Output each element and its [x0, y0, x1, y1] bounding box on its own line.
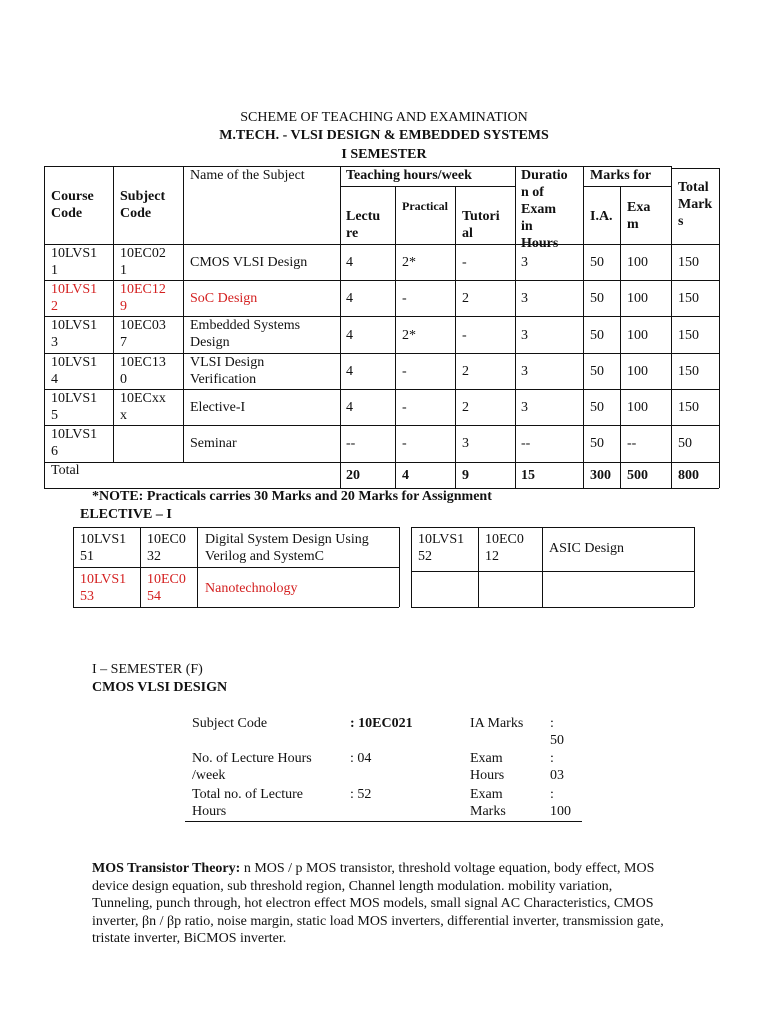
subject-name: Digital System Design Using Verilog and SystemC [205, 532, 369, 564]
exam-marks: 100 [627, 255, 648, 270]
practical-hours: - [402, 364, 407, 379]
practical-hours: - [402, 291, 407, 306]
total-marks: 50 [678, 436, 692, 451]
lecture-hours: 4 [346, 364, 353, 379]
ia-marks-label: IA Marks [470, 716, 524, 731]
practical-hours: - [402, 436, 407, 451]
subject-name: CMOS VLSI Design [190, 255, 308, 270]
lecture-hours: 4 [346, 291, 353, 306]
subject-code: 10EC0 32 [147, 532, 186, 564]
course-code: 10LVS1 4 [51, 355, 98, 387]
total-hours-label: Total no. of Lecture Hours [192, 787, 303, 819]
total-lecture: 20 [346, 468, 360, 483]
subject-code: 10ECxx x [120, 391, 166, 423]
exam-duration: 3 [521, 400, 528, 415]
ia-marks-value: : 50 [550, 716, 564, 748]
ia-marks: 50 [590, 328, 604, 343]
total-marks-sum: 800 [678, 468, 699, 483]
total-duration: 15 [521, 468, 535, 483]
ia-marks: 50 [590, 400, 604, 415]
total-marks: 150 [678, 328, 699, 343]
header-course-code: Course Code [51, 189, 94, 221]
lecture-hours: 4 [346, 400, 353, 415]
exam-marks-value: : 100 [550, 787, 571, 819]
ia-marks: 50 [590, 255, 604, 270]
total-tutorial: 9 [462, 468, 469, 483]
course-code: 10LVS1 51 [80, 532, 127, 564]
ia-marks: 50 [590, 436, 604, 451]
ia-marks: 50 [590, 291, 604, 306]
subject-name: Seminar [190, 436, 237, 451]
tutorial-hours: 2 [462, 364, 469, 379]
subject-code: 10EC12 9 [120, 282, 166, 314]
program-title: M.TECH. - VLSI DESIGN & EMBEDDED SYSTEMS [219, 128, 549, 143]
subject-name: Nanotechnology [205, 581, 298, 596]
course-code: 10LVS1 3 [51, 318, 98, 350]
tutorial-hours: 2 [462, 400, 469, 415]
total-marks: 150 [678, 364, 699, 379]
exam-marks: 100 [627, 400, 648, 415]
header-practical: Practical [402, 199, 448, 213]
exam-duration: -- [521, 436, 531, 451]
total-label: Total [51, 463, 80, 478]
info-divider [185, 821, 582, 822]
syllabus-text: n MOS / p MOS transistor, threshold voltage equation, body effect, MOS device design equation, sub threshold region, Channel length modulation. mobility variation, Tunneling, punch through, hot electron effect MOS models, small signal AC Characteristics, CMOS inverter, βn / βp ratio, noise margin, static load MOS inverters, differential inverter, transmission gate, tristate inverter, BiCMOS inverter. [92, 861, 664, 946]
subject-code: 10EC0 12 [485, 532, 524, 564]
total-practical: 4 [402, 468, 409, 483]
doc-title: SCHEME OF TEACHING AND EXAMINATION [240, 110, 528, 125]
exam-marks: -- [627, 436, 637, 451]
subject-code: 10EC03 7 [120, 318, 166, 350]
course-code: 10LVS1 52 [418, 532, 465, 564]
exam-duration: 3 [521, 364, 528, 379]
header-ia: I.A. [590, 209, 613, 224]
practical-hours: 2* [402, 328, 416, 343]
elective-heading: ELECTIVE – I [80, 507, 172, 522]
exam-duration: 3 [521, 255, 528, 270]
header-marks-for: Marks for [590, 168, 652, 183]
course-code: 10LVS1 1 [51, 246, 98, 278]
subject-name: Elective-I [190, 400, 246, 415]
header-exam: Exa m [627, 200, 651, 232]
exam-hours-label: Exam Hours [470, 751, 505, 783]
lecture-hours: -- [346, 436, 356, 451]
exam-marks: 100 [627, 328, 648, 343]
lecture-hours: 4 [346, 328, 353, 343]
tutorial-hours: - [462, 328, 467, 343]
syllabus-heading: MOS Transistor Theory: [92, 861, 241, 876]
course-code: 10LVS1 53 [80, 572, 127, 604]
tutorial-hours: 3 [462, 436, 469, 451]
subject-name: Embedded Systems Design [190, 318, 301, 350]
course-code: 10LVS1 2 [51, 282, 98, 314]
lecture-hours-label: No. of Lecture Hours /week [192, 751, 312, 783]
tutorial-hours: 2 [462, 291, 469, 306]
syllabus-paragraph [92, 860, 672, 948]
total-ia: 300 [590, 468, 611, 483]
subject-code: 10EC02 1 [120, 246, 166, 278]
total-marks: 150 [678, 291, 699, 306]
total-marks: 150 [678, 400, 699, 415]
subject-name: ASIC Design [549, 541, 625, 556]
header-subject-name: Name of the Subject [190, 168, 305, 183]
header-total-marks: Total Mark s [678, 180, 713, 229]
exam-marks: 100 [627, 364, 648, 379]
subject-code: 10EC13 0 [120, 355, 166, 387]
practicals-note: *NOTE: Practicals carries 30 Marks and 20 Marks for Assignment [92, 489, 492, 504]
subject-code-label: Subject Code [192, 716, 268, 731]
subject-code: 10EC0 54 [147, 572, 186, 604]
exam-marks-label: Exam Marks [470, 787, 506, 819]
practical-hours: - [402, 400, 407, 415]
course-code: 10LVS1 5 [51, 391, 98, 423]
exam-duration: 3 [521, 291, 528, 306]
lecture-hours-value: : 04 [350, 751, 372, 766]
total-hours-value: : 52 [350, 787, 372, 802]
course-title: CMOS VLSI DESIGN [92, 680, 228, 695]
subject-code-value: : 10EC021 [350, 716, 413, 731]
lecture-hours: 4 [346, 255, 353, 270]
total-marks: 150 [678, 255, 699, 270]
total-exam: 500 [627, 468, 648, 483]
exam-hours-value: : 03 [550, 751, 564, 783]
exam-duration: 3 [521, 328, 528, 343]
ia-marks: 50 [590, 364, 604, 379]
subject-name: SoC Design [190, 291, 258, 306]
exam-marks: 100 [627, 291, 648, 306]
course-code: 10LVS1 6 [51, 427, 98, 459]
header-teaching-hours: Teaching hours/week [346, 168, 472, 183]
semester-label: I – SEMESTER (F) [92, 662, 203, 677]
header-subject-code: Subject Code [120, 189, 166, 221]
header-tutorial: Tutori al [462, 209, 500, 241]
practical-hours: 2* [402, 255, 416, 270]
header-duration: Duratio n of Exam in Hours [521, 168, 568, 251]
tutorial-hours: - [462, 255, 467, 270]
header-lecture: Lectu re [346, 209, 381, 241]
semester-title: I SEMESTER [341, 147, 427, 162]
subject-name: VLSI Design Verification [190, 355, 265, 387]
